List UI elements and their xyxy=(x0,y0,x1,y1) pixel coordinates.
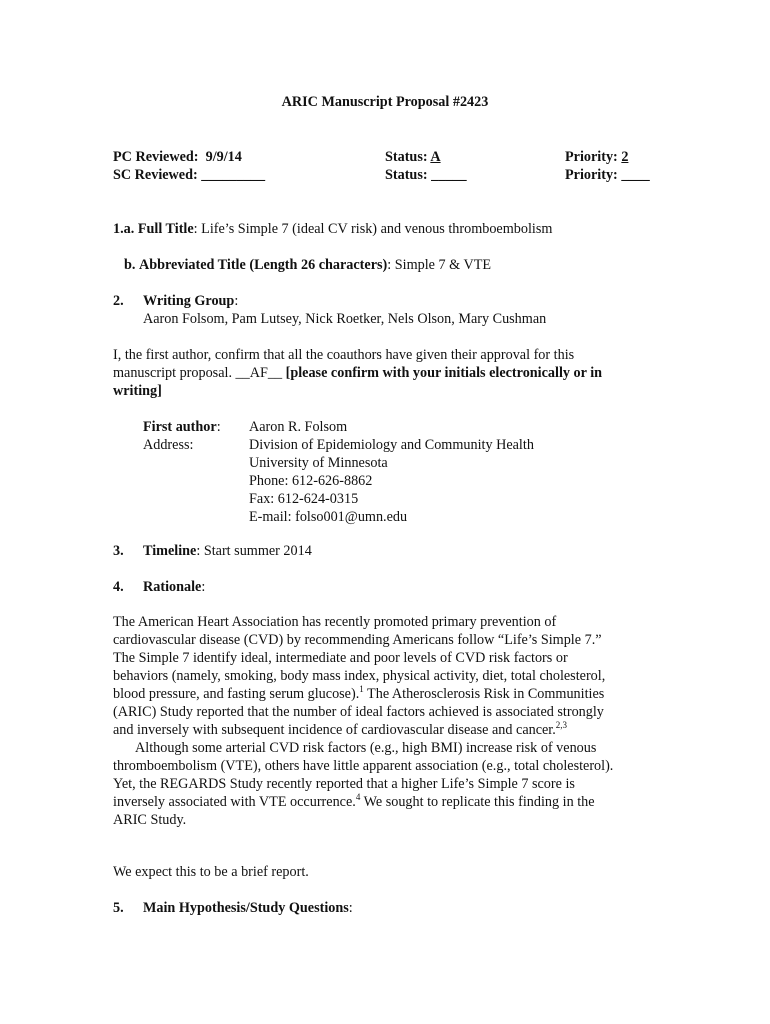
first-author-label: First author xyxy=(143,419,217,435)
rationale-text: The Atherosclerosis Risk in Communities xyxy=(363,686,605,702)
section-4-number: 4. xyxy=(113,579,124,595)
rationale-text: and inversely with subsequent incidence of cardiovascular disease and cancer. xyxy=(113,722,556,738)
first-author-label-row xyxy=(143,418,221,436)
section-2-colon: : xyxy=(234,293,239,309)
pc-reviewed-value: 9/9/14 xyxy=(205,149,242,165)
section-1b xyxy=(124,256,491,274)
author-name: Aaron R. Folsom xyxy=(249,419,348,435)
page-title: ARIC Manuscript Proposal #2423 xyxy=(281,94,489,110)
rationale-text: blood pressure, and fasting serum glucose). xyxy=(113,686,360,702)
section-2-heading xyxy=(143,292,238,310)
confirm-initials: manuscript proposal. __AF__ xyxy=(113,365,286,381)
section-1a-text: : Life’s Simple 7 (ideal CV risk) and venous thromboembolism xyxy=(193,221,553,237)
rationale-line: ARIC Study. xyxy=(113,812,187,828)
priority-1-value: 2 xyxy=(621,149,629,165)
section-5-label: Main Hypothesis/Study Questions xyxy=(143,900,349,916)
brief-report-note: We expect this to be a brief report. xyxy=(113,864,309,880)
section-3-label: Timeline xyxy=(143,543,197,559)
pc-reviewed xyxy=(113,148,242,166)
rationale-line: The American Heart Association has recently promoted primary prevention of xyxy=(113,614,557,630)
rationale-text: inversely associated with VTE occurrence. xyxy=(113,794,356,810)
writing-group-names: Aaron Folsom, Pam Lutsey, Nick Roetker, Nels Olson, Mary Cushman xyxy=(143,311,547,327)
confirm-line-1: I, the first author, confirm that all the coauthors have given their approval for this xyxy=(113,347,575,363)
section-3 xyxy=(143,542,312,560)
rationale-line: behaviors (namely, smoking, body mass index, physical activity, diet, total cholesterol, xyxy=(113,668,606,684)
rationale-line xyxy=(113,685,653,703)
phone: Phone: 612-626-8862 xyxy=(249,473,373,489)
confirm-line-3: writing] xyxy=(113,383,162,399)
sc-reviewed-value: _________ xyxy=(201,167,266,183)
section-5-colon: : xyxy=(348,900,353,916)
status-1 xyxy=(385,148,441,166)
section-4-heading xyxy=(143,578,205,596)
section-4-label: Rationale xyxy=(143,579,202,595)
rationale-paragraph-1 xyxy=(113,613,653,829)
sc-reviewed-label: SC Reviewed: xyxy=(113,167,198,183)
status-2-value: _____ xyxy=(431,167,467,183)
citation-superscript: 2,3 xyxy=(555,720,568,730)
sc-reviewed xyxy=(113,166,265,184)
rationale-line: Although some arterial CVD risk factors (e.g., high BMI) increase risk of venous xyxy=(135,740,597,756)
section-2-number: 2. xyxy=(113,293,124,309)
rationale-line xyxy=(113,793,653,811)
priority-2-label: Priority: xyxy=(565,167,618,183)
priority-1-label: Priority: xyxy=(565,149,618,165)
section-5-number: 5. xyxy=(113,900,124,916)
section-1b-number: b. xyxy=(124,257,136,273)
section-3-number: 3. xyxy=(113,543,124,559)
section-1b-label: Abbreviated Title (Length 26 characters) xyxy=(138,257,388,273)
section-4-colon: : xyxy=(201,579,206,595)
section-5-heading xyxy=(143,899,353,917)
first-author-colon: : xyxy=(216,419,221,435)
section-2-label: Writing Group xyxy=(143,293,235,309)
citation-superscript: 4 xyxy=(355,792,361,802)
citation-superscript: 1 xyxy=(359,684,364,694)
confirm-line-2 xyxy=(113,364,602,382)
address-line-1: Division of Epidemiology and Community Health xyxy=(249,437,534,453)
section-3-text: : Start summer 2014 xyxy=(196,543,312,559)
address-line-2: University of Minnesota xyxy=(249,455,388,471)
fax: Fax: 612-624-0315 xyxy=(249,491,359,507)
email: E-mail: folso001@umn.edu xyxy=(249,509,408,525)
section-1b-text: : Simple 7 & VTE xyxy=(387,257,492,273)
status-2-label: Status: xyxy=(385,167,428,183)
priority-2-value: ____ xyxy=(621,167,650,183)
address-label: Address: xyxy=(143,437,194,453)
priority-2 xyxy=(565,166,650,184)
rationale-line: (ARIC) Study reported that the number of ideal factors achieved is associated strongly xyxy=(113,704,604,720)
status-1-value: A xyxy=(430,149,441,165)
rationale-text: We sought to replicate this finding in the xyxy=(360,794,595,810)
section-1a xyxy=(113,220,552,238)
priority-1 xyxy=(565,148,628,166)
pc-reviewed-label: PC Reviewed: xyxy=(113,149,199,165)
rationale-line: cardiovascular disease (CVD) by recommending Americans follow “Life’s Simple 7.” xyxy=(113,632,602,648)
rationale-line: thromboembolism (VTE), others have little apparent association (e.g., total cholesterol). xyxy=(113,758,614,774)
rationale-line: The Simple 7 identify ideal, intermediate and poor levels of CVD risk factors or xyxy=(113,650,568,666)
section-1a-number: 1.a. xyxy=(113,221,135,237)
section-1a-label: Full Title xyxy=(137,221,194,237)
rationale-line: Yet, the REGARDS Study recently reported that a higher Life’s Simple 7 score is xyxy=(113,776,575,792)
rationale-line xyxy=(113,721,653,739)
status-1-label: Status: xyxy=(385,149,428,165)
confirm-instruction: [please confirm with your initials electronically or in xyxy=(285,365,603,381)
status-2 xyxy=(385,166,467,184)
